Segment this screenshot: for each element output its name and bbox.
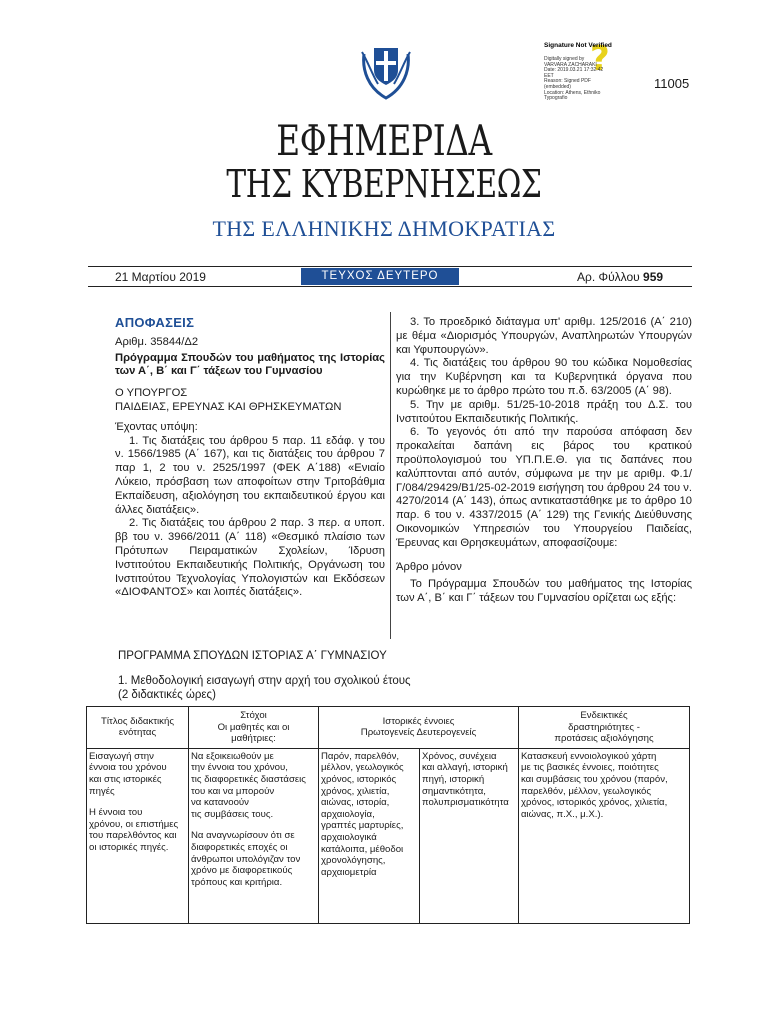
header-divider-bottom — [88, 286, 692, 287]
unit-cell — [87, 748, 189, 923]
paragraph-3: 3. Το προεδρικό διάταγμα υπ' αριθμ. 125/2016 (Α΄ 210) με θέμα «Διορισμός Υπουργών, Αναπληρωτών Υπουργών και Υφυπουργών». — [396, 316, 692, 356]
series-badge: ΤΕΥΧΟΣ ΔΕΥΤΕΡΟ — [301, 268, 459, 285]
coat-of-arms-icon — [358, 40, 414, 102]
masthead-title-line2: ΤΗΣ ΚΥΒΕΡΝΗΣΕΩΣ — [226, 162, 542, 206]
signature-validity-icon: ? — [590, 39, 610, 79]
activities-text: Κατασκευή εννοιολογικού χάρτη με τις βασικές έννοιες, ποιότητες και συμβάσεις του χρόνου (παρόν, παρελθόν, μέλλον, γεωλογικός χρόνος, ιστορικός χρόνος, χιλιετία, αιώνας, π.Χ., μ.Χ.). — [521, 750, 668, 820]
header-divider-top — [88, 266, 692, 267]
table-header-row — [87, 707, 690, 749]
paragraph-1: 1. Τις διατάξεις του άρθρου 5 παρ. 11 εδάφ. γ του ν. 1566/1985 (Α΄ 167), και τις διατάξεις του άρθρου 7 παρ 1, 2 του ν. 2525/1997 (ΦΕΚ Α΄188) «Ενιαίο Λύκειο, πρόσβαση των αποφοίτων στην Τριτοβάθμια Εκπαίδευση, αξιολόγηση του εκπαιδευτικού έργου και άλλες διατάξεις». — [115, 434, 385, 516]
secondary-concepts: Χρόνος, συνέχεια και αλλαγή, ιστορική πηγή, ιστορική σημαντικότητα, πολυπρισματικότητα — [422, 750, 509, 809]
paragraph-5: 5. Την με αριθμ. 51/25-10-2018 πράξη του Δ.Σ. του Ινστιτούτου Εκπαιδευτικής Πολιτικής. — [396, 398, 692, 425]
decision-number: Αριθμ. 35844/Δ2 — [115, 335, 199, 348]
article-text: Το Πρόγραμμα Σπουδών του μαθήματος της Ιστορίας των Α΄, Β΄ και Γ΄ τάξεων του Γυμνασίου ορίζεται ως εξής: — [396, 578, 692, 605]
concepts-cell — [319, 748, 519, 923]
article-heading: Άρθρο μόνον — [396, 560, 462, 573]
primary-concepts: Παρόν, παρελθόν, μέλλον, γεωλογικός χρόνος, ιστορικός χρόνος, χιλιετία, αιώνας, ιστορία, αρχαιολογία, γραπτές μαρτυρίες, αρχαιολογικά κατάλοιπα, μέθοδοι χρονολόγησης, αρχαιομετρία — [319, 749, 420, 923]
sheet-number: Αρ. Φύλλου 959 — [577, 270, 664, 284]
decision-subject: Πρόγραμμα Σπουδών του μαθήματος της Ιστορίας των Α΄, Β΄ και Γ΄ τάξεων του Γυμνασίου — [115, 351, 385, 378]
program-title: ΠΡΟΓΡΑΜΜΑ ΣΠΟΥΔΩΝ ΙΣΤΟΡΙΑΣ Α΄ ΓΥΜΝΑΣΙΟΥ — [118, 650, 387, 662]
unit-subtitle: Η έννοια του χρόνου, οι επιστήμες του παρελθόντος και οι ιστορικές πηγές. — [89, 807, 179, 853]
signature-status: Signature Not Verified — [544, 42, 612, 49]
activities-cell — [519, 748, 690, 923]
page-number: 11005 — [654, 76, 690, 91]
table-row — [87, 748, 690, 923]
intro-line1: 1. Μεθοδολογική εισαγωγή στην αρχή του σχολικού έτους — [118, 675, 411, 687]
column-header: Ιστορικές έννοιες Πρωτογενείς Δευτερογενείς — [319, 707, 519, 749]
considering-label: Έχοντας υπόψη: — [115, 420, 198, 433]
left-column — [115, 316, 385, 600]
goals-cell — [189, 748, 319, 923]
issue-date: 21 Μαρτίου 2019 — [115, 270, 206, 284]
curriculum-table — [86, 706, 690, 924]
column-header: Στόχοι Οι μαθητές και οι μαθήτριες: — [189, 707, 319, 749]
column-divider — [390, 312, 391, 639]
paragraph-2: 2. Τις διατάξεις του άρθρου 2 παρ. 3 περ. α υποπ. ββ του ν. 3966/2011 (Α΄ 118) «Θεσμικό πλαίσιο των Πρότυπων Πειραματικών Σχολείων, Ίδρυση Ινστιτούτου Εκπαιδευτικής Πολιτικής, Οργάνωση του Ινστιτούτου Τεχνολογίας Υπολογιστών και Εκδόσεων «ΔΙΟΦΑΝΤΟΣ» και λοιπές διατάξεις». — [115, 517, 385, 599]
authority-line2: ΠΑΙΔΕΙΑΣ, ΕΡΕΥΝΑΣ ΚΑΙ ΘΡΗΣΚΕΥΜΑΤΩΝ — [115, 400, 342, 413]
column-header: Ενδεικτικές δραστηριότητες - προτάσεις αξιολόγησης — [519, 707, 690, 749]
paragraph-4: 4. Τις διατάξεις του άρθρου 90 του κώδικα Νομοθεσίας για την Κυβέρνηση και τα Κυβερνητικά όργανα που κυρώθηκε με το άρθρο πρώτο του π.δ. 63/2005 (Α΄ 98). — [396, 357, 692, 397]
program-intro — [118, 674, 518, 702]
section-heading: ΑΠΟΦΑΣΕΙΣ — [115, 315, 195, 330]
goal-1: Να εξοικειωθούν με την έννοια του χρόνου, τις διαφορετικές διαστάσεις του και να μπορούν να κατανοούν τις συμβάσεις τους. — [191, 750, 306, 820]
goal-2: Να αναγνωρίσουν ότι σε διαφορετικές εποχές οι άνθρωποι υπολόγιζαν τον χρόνο με διαφορετικούς τρόπους και κριτήρια. — [191, 830, 301, 888]
masthead-subtitle: ΤΗΣ ΕΛΛΗΝΙΚΗΣ ΔΗΜΟΚΡΑΤΙΑΣ — [212, 216, 556, 241]
column-header: Τίτλος διδακτικής ενότητας — [87, 707, 189, 749]
authority-line1: Ο ΥΠΟΥΡΓΟΣ — [115, 387, 188, 400]
masthead-title: ΕΦΗΜΕΡΙΔΑ — [276, 116, 492, 165]
unit-title: Εισαγωγή στην έννοια του χρόνου και στις ιστορικές πηγές — [89, 750, 167, 797]
paragraph-6: 6. Το γεγονός ότι από την παρούσα απόφαση δεν προκαλείται δαπάνη εις βάρος του κρατικού προϋπολογισμού του ΥΠ.Π.Ε.Θ. για τις δαπάνες που καλύπτονται από αυτόν, σύμφωνα με την με αριθμ. Φ.1/Γ/084/29429/Β1/25-02-2019 εισήγηση του άρθρου 24 του ν. 4270/2014 (Α΄ 143), όπως αντικαταστάθηκε με το άρθρο 10 παρ. 6 του ν. 4337/2015 (Α΄ 129) της Γενικής Διεύθυνσης Οικονομικών Υπηρεσιών του Υπουργείου Παιδείας, Έρευνας και Θρησκευμάτων, αποφασίζουμε: — [396, 426, 692, 549]
intro-line2: (2 διδακτικές ώρες) — [118, 689, 216, 701]
signature-details: Digitally signed by VARVARA ZACHARAKI Date: 2019.03.21 17:32:42 EET Reason: Signed PDF (embedded) Location: Athens, Ethniko Typografio — [544, 56, 604, 102]
right-column — [396, 316, 692, 606]
